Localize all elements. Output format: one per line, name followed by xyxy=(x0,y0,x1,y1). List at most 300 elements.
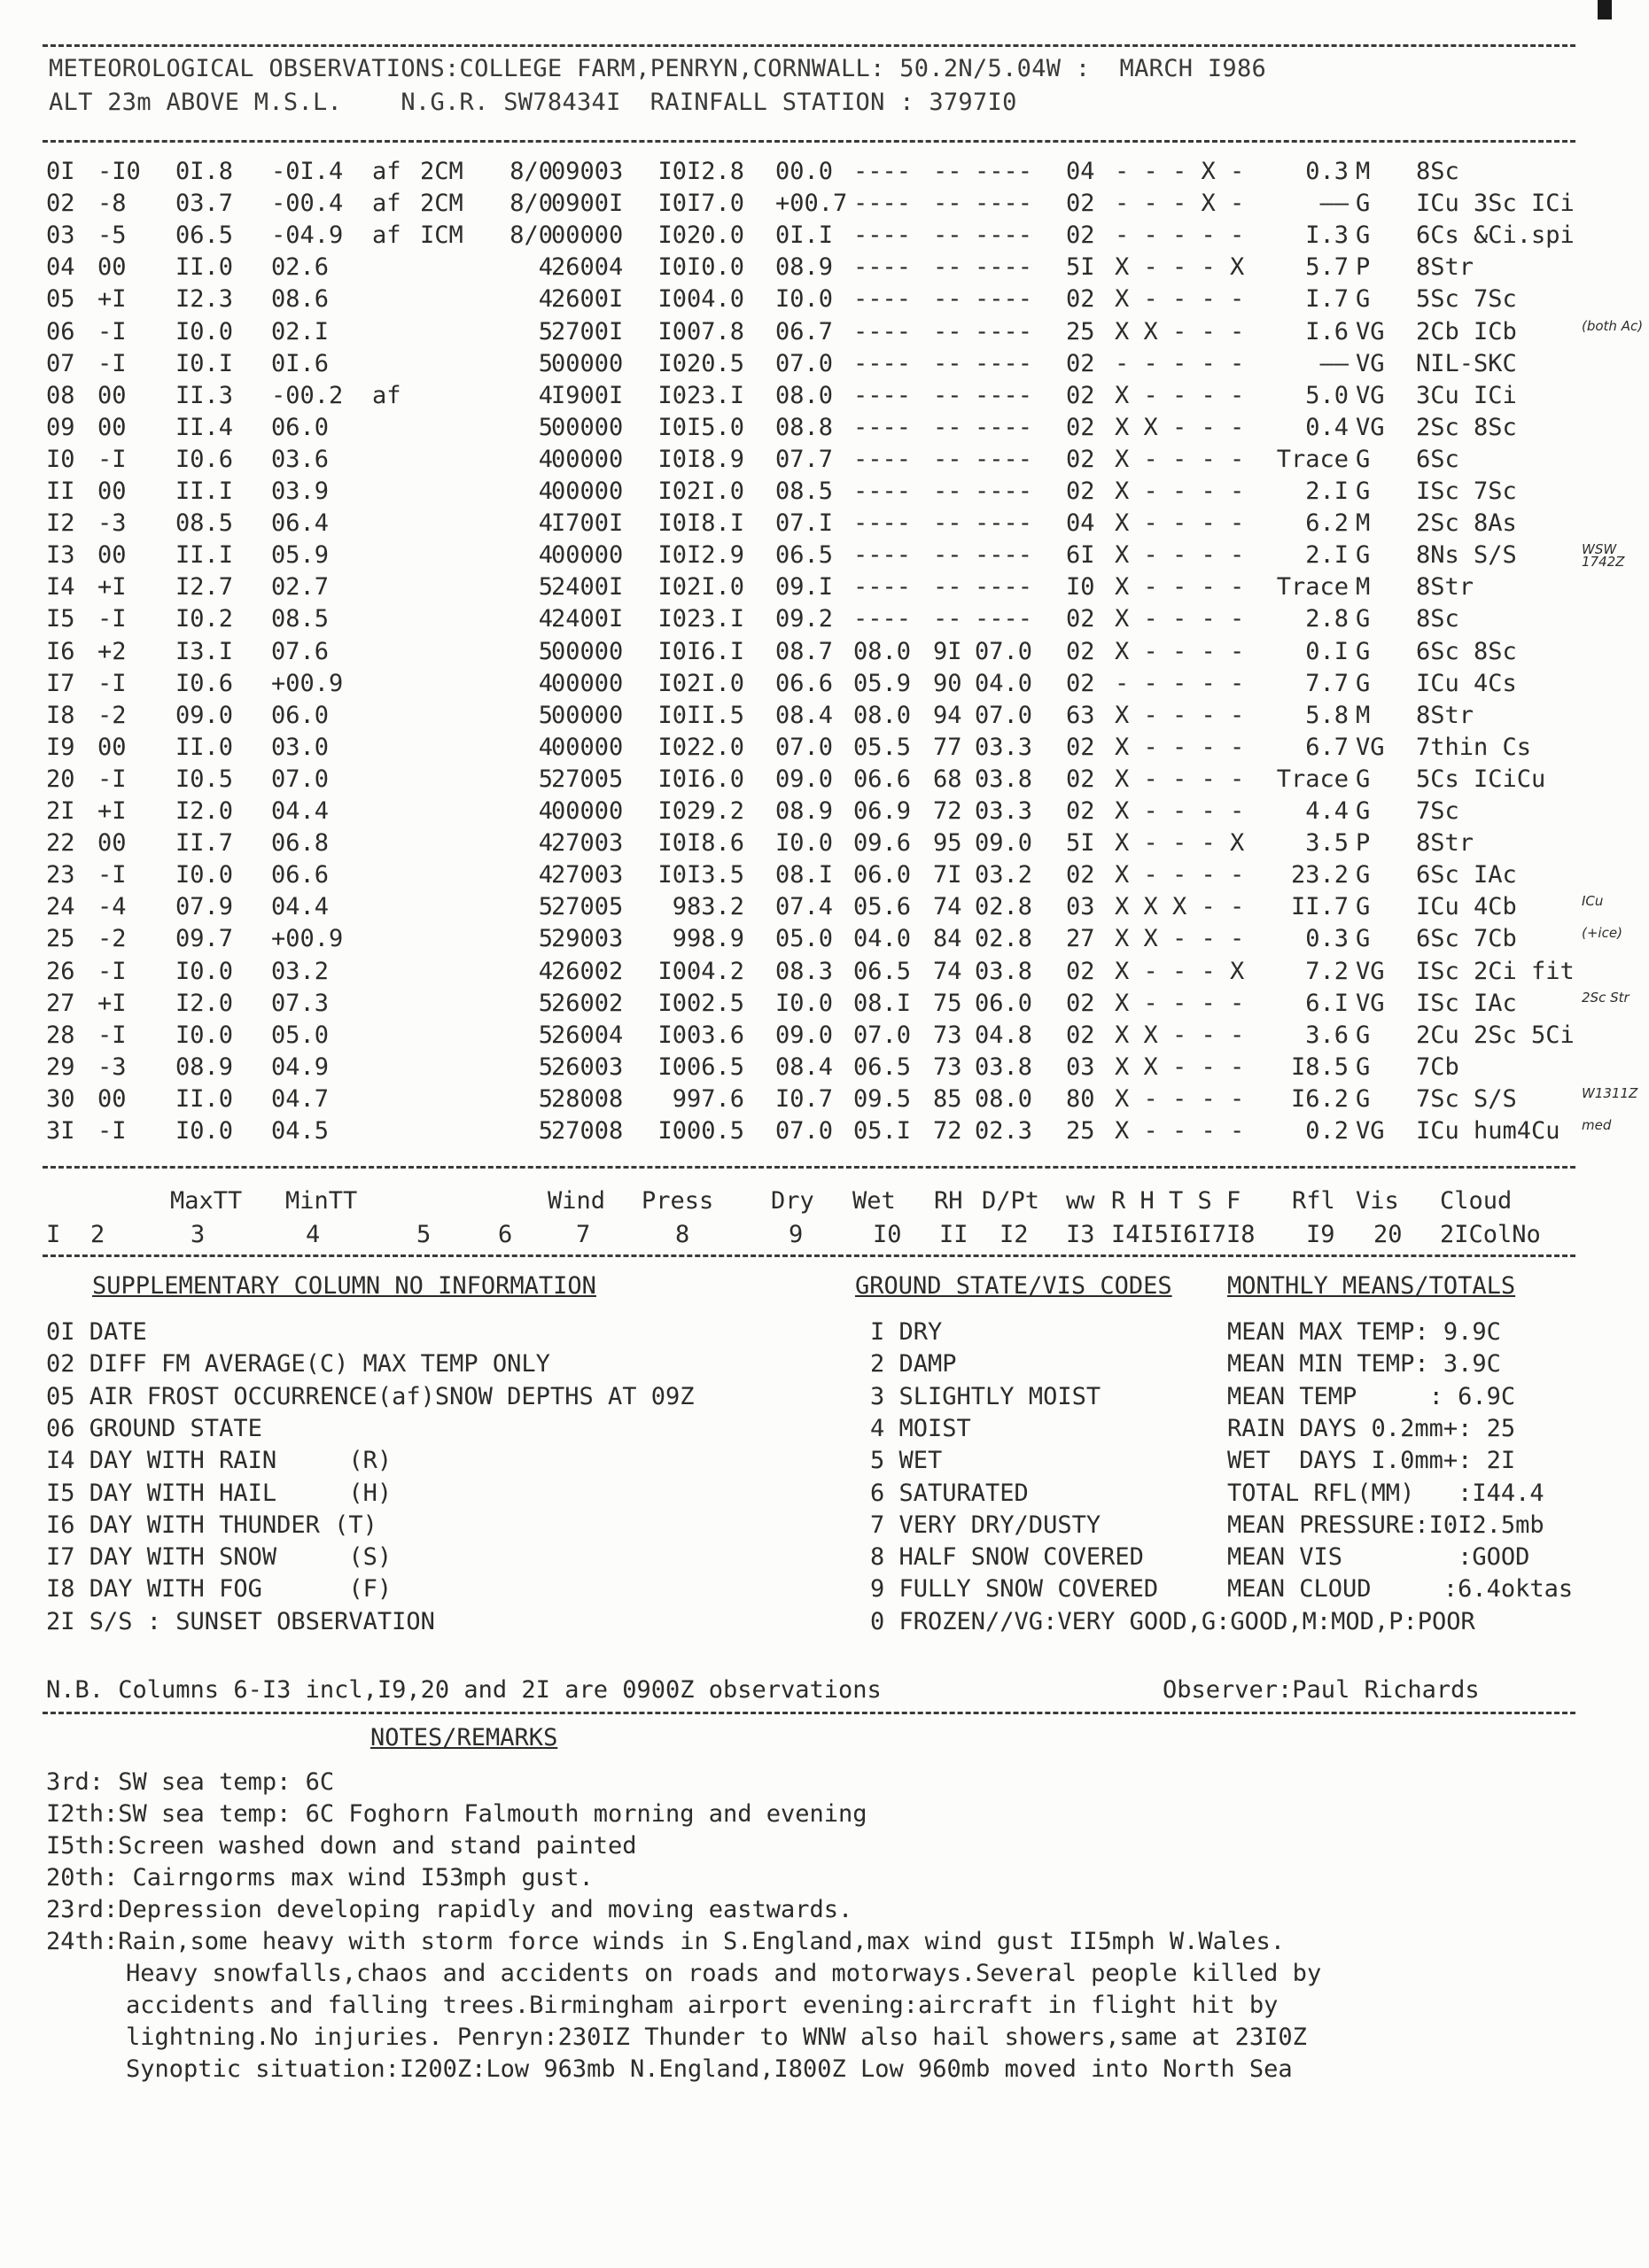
visibility-cell: G xyxy=(1356,925,1371,953)
rainfall-cell: 5.7 xyxy=(1305,253,1349,282)
min-temp-cell: 07.0 xyxy=(271,765,330,793)
ground-state-cell: 8/0 xyxy=(509,190,553,218)
day-flags-cell: X - - - X xyxy=(1115,253,1245,282)
weather-code-cell: 04 xyxy=(1066,509,1095,538)
air-frost-cell: af xyxy=(372,381,401,409)
diff-from-average-cell: +I xyxy=(97,797,127,825)
wind-cell: 27005 xyxy=(551,893,624,921)
max-temp-cell: 08.9 xyxy=(175,1052,234,1081)
col-label-wind: Wind xyxy=(548,1187,606,1215)
wet-bulb-cell: 05.I xyxy=(853,1117,912,1145)
weather-code-cell: 02 xyxy=(1066,797,1095,825)
dry-bulb-cell: 08.9 xyxy=(775,253,834,282)
weather-code-cell: 5I xyxy=(1066,253,1095,282)
rel-humidity-cell: 7I xyxy=(933,861,962,889)
wet-bulb-cell: ---- xyxy=(853,317,912,346)
visibility-cell: G xyxy=(1356,797,1371,825)
wind-cell: 27003 xyxy=(551,829,624,858)
rainfall-cell: I8.5 xyxy=(1290,1052,1349,1081)
max-temp-cell: II.I xyxy=(175,478,234,505)
day-flags-cell: X - - - - xyxy=(1115,541,1245,570)
cloud-cell: 8Str xyxy=(1416,701,1474,729)
weather-code-cell: 02 xyxy=(1066,637,1095,665)
wet-bulb-cell: 09.5 xyxy=(853,1084,912,1113)
day-flags-cell: X - - - - xyxy=(1115,445,1245,473)
max-temp-cell: II.0 xyxy=(175,733,234,761)
table-row xyxy=(0,540,1649,571)
pressure-cell: I020.5 xyxy=(657,349,744,377)
wet-bulb-cell: ---- xyxy=(853,478,912,505)
cloud-cell: 7Cb xyxy=(1416,1052,1459,1081)
min-temp-cell: 06.0 xyxy=(271,701,330,729)
diff-from-average-cell: -2 xyxy=(97,925,127,953)
date-cell: 07 xyxy=(46,349,75,377)
rainfall-cell: 0.3 xyxy=(1305,925,1349,953)
ground-state-cell: 5 xyxy=(538,349,553,377)
max-temp-cell: 03.7 xyxy=(175,190,234,218)
rel-humidity-cell: 9I xyxy=(933,637,962,665)
cloud-cell: ISc 7Sc xyxy=(1416,478,1517,505)
pressure-cell: I0I2.9 xyxy=(657,541,744,570)
min-temp-cell: 07.6 xyxy=(271,637,330,665)
dew-point-cell: 02.3 xyxy=(975,1117,1033,1145)
wind-cell: 00000 xyxy=(551,701,624,729)
visibility-cell: G xyxy=(1356,1052,1371,1081)
col-number-2: 2 xyxy=(90,1221,105,1248)
pressure-cell: I0II.5 xyxy=(657,701,744,729)
weather-code-cell: 02 xyxy=(1066,285,1095,314)
pressure-cell: I002.5 xyxy=(657,989,744,1017)
list-item: TOTAL RFL(MM) :I44.4 xyxy=(1227,1479,1544,1507)
dry-bulb-cell: I0.0 xyxy=(775,285,834,314)
day-flags-cell: X - - - - xyxy=(1115,989,1245,1017)
header-subtitle: ALT 23m ABOVE M.S.L. N.G.R. SW78434I RAINFALL STATION : 3797I0 xyxy=(49,89,1017,116)
col-number-1: I xyxy=(46,1221,61,1248)
date-cell: I5 xyxy=(46,605,75,633)
diff-from-average-cell: -I xyxy=(97,445,127,473)
remark-line: 20th: Cairngorms max wind I53mph gust. xyxy=(46,1864,594,1891)
wet-bulb-cell: 06.5 xyxy=(853,957,912,985)
max-temp-cell: II.0 xyxy=(175,1084,234,1113)
visibility-cell: G xyxy=(1356,1084,1371,1113)
wind-cell: 0900I xyxy=(551,190,624,218)
rel-humidity-cell: 72 xyxy=(933,797,962,825)
rainfall-cell: 4.4 xyxy=(1305,797,1349,825)
nb-note: N.B. Columns 6-I3 incl,I9,20 and 2I are 0900Z observations xyxy=(46,1676,882,1704)
day-flags-cell: X X - - - xyxy=(1115,925,1245,953)
notes-title: NOTES/REMARKS xyxy=(370,1724,558,1751)
wind-cell: 00000 xyxy=(551,413,624,441)
day-flags-cell: X - - - - xyxy=(1115,573,1245,602)
pressure-cell: I02I.0 xyxy=(657,573,744,602)
day-flags-cell: X X - - - xyxy=(1115,317,1245,346)
dew-point-cell: 04.0 xyxy=(975,669,1033,697)
date-cell: 03 xyxy=(46,221,75,250)
cloud-cell: 7Sc xyxy=(1416,797,1459,825)
list-item: I DRY xyxy=(870,1318,943,1346)
weather-code-cell: 27 xyxy=(1066,925,1095,953)
diff-from-average-cell: +I xyxy=(97,573,127,602)
diff-from-average-cell: -3 xyxy=(97,509,127,538)
day-flags-cell: X - - - - xyxy=(1115,765,1245,793)
diff-from-average-cell: 00 xyxy=(97,1084,127,1113)
visibility-cell: G xyxy=(1356,285,1371,314)
dew-point-cell: ---- xyxy=(975,413,1033,441)
ground-state-cell: 5 xyxy=(538,317,553,346)
cloud-cell: 5Sc 7Sc xyxy=(1416,285,1517,314)
wet-bulb-cell: 06.5 xyxy=(853,1052,912,1081)
day-flags-cell: X - - - - xyxy=(1115,733,1245,761)
remark-continuation-line: lightning.No injuries. Penryn:230IZ Thunder to WNW also hail showers,same at 23I0Z xyxy=(126,2023,1307,2051)
list-item: RAIN DAYS 0.2mm+: 25 xyxy=(1227,1414,1516,1442)
margin-note-cell: (both Ac) xyxy=(1582,317,1644,334)
table-row xyxy=(0,764,1649,796)
rel-humidity-cell: 95 xyxy=(933,829,962,858)
list-item: MEAN MIN TEMP: 3.9C xyxy=(1227,1350,1501,1379)
table-bottom-rule xyxy=(43,1166,1575,1169)
date-cell: 29 xyxy=(46,1052,75,1081)
pressure-cell: 997.6 xyxy=(672,1084,744,1113)
table-row xyxy=(0,923,1649,955)
rainfall-cell: I6.2 xyxy=(1290,1084,1349,1113)
diff-from-average-cell: 00 xyxy=(97,413,127,441)
col-label-rhtsf: R H T S F xyxy=(1111,1187,1241,1215)
rel-humidity-cell: 74 xyxy=(933,893,962,921)
list-item: MEAN MAX TEMP: 9.9C xyxy=(1227,1318,1501,1346)
dew-point-cell: 07.0 xyxy=(975,637,1033,665)
cloud-cell: ICu hum4Cu xyxy=(1416,1117,1560,1145)
rel-humidity-cell: 85 xyxy=(933,1084,962,1113)
table-row xyxy=(0,156,1649,188)
wet-bulb-cell: ---- xyxy=(853,573,912,602)
diff-from-average-cell: -8 xyxy=(97,190,127,218)
wind-cell: 00000 xyxy=(551,797,624,825)
table-row xyxy=(0,956,1649,988)
min-temp-cell: 06.8 xyxy=(271,829,330,858)
dry-bulb-cell: 09.0 xyxy=(775,765,834,793)
diff-from-average-cell: 00 xyxy=(97,733,127,761)
date-cell: 08 xyxy=(46,381,75,409)
diff-from-average-cell: -4 xyxy=(97,893,127,921)
table-row xyxy=(0,668,1649,700)
rainfall-cell: 3.5 xyxy=(1305,829,1349,858)
wet-bulb-cell: ---- xyxy=(853,253,912,282)
max-temp-cell: 09.0 xyxy=(175,701,234,729)
cloud-cell: ICu 4Cs xyxy=(1416,669,1517,697)
dry-bulb-cell: 08.0 xyxy=(775,381,834,409)
day-flags-cell: - - - X - xyxy=(1115,158,1245,185)
ground-state-title: GROUND STATE/VIS CODES xyxy=(855,1272,1172,1300)
date-cell: 27 xyxy=(46,989,75,1017)
diff-from-average-cell: -I xyxy=(97,1021,127,1049)
day-flags-cell: X - - - - xyxy=(1115,381,1245,409)
max-temp-cell: I2.7 xyxy=(175,573,234,602)
max-temp-cell: II.0 xyxy=(175,253,234,282)
weather-code-cell: 63 xyxy=(1066,701,1095,729)
dry-bulb-cell: 09.I xyxy=(775,573,834,602)
rainfall-cell: 2.I xyxy=(1305,541,1349,570)
col-number-14-18: I4I5I6I7I8 xyxy=(1111,1221,1256,1248)
weather-code-cell: 25 xyxy=(1066,317,1095,346)
pressure-cell: I004.0 xyxy=(657,285,744,314)
list-item: WET DAYS I.0mm+: 2I xyxy=(1227,1447,1516,1475)
rel-humidity-cell: -- xyxy=(933,445,962,473)
table-row xyxy=(0,1084,1649,1115)
day-flags-cell: X X - - - xyxy=(1115,1021,1245,1049)
weather-code-cell: 02 xyxy=(1066,478,1095,505)
visibility-cell: G xyxy=(1356,765,1371,793)
weather-code-cell: 02 xyxy=(1066,445,1095,473)
pressure-cell: I02I.0 xyxy=(657,478,744,505)
wind-cell: 00000 xyxy=(551,445,624,473)
min-temp-cell: -00.2 xyxy=(271,381,344,409)
wet-bulb-cell: 08.I xyxy=(853,989,912,1017)
pressure-cell: I0I5.0 xyxy=(657,413,744,441)
day-flags-cell: X - - - - xyxy=(1115,797,1245,825)
wet-bulb-cell: 05.5 xyxy=(853,733,912,761)
dry-bulb-cell: 08.I xyxy=(775,861,834,889)
max-temp-cell: I0.0 xyxy=(175,861,234,889)
ground-state-cell: 5 xyxy=(538,573,553,602)
list-item: I4 DAY WITH RAIN (R) xyxy=(46,1447,393,1475)
supplementary-title: SUPPLEMENTARY COLUMN NO INFORMATION xyxy=(92,1272,596,1300)
rainfall-cell: 5.8 xyxy=(1305,701,1349,729)
max-temp-cell: II.3 xyxy=(175,381,234,409)
weather-code-cell: 02 xyxy=(1066,861,1095,889)
dew-point-cell: ---- xyxy=(975,381,1033,409)
rainfall-cell: Trace xyxy=(1276,573,1349,602)
min-temp-cell: 06.4 xyxy=(271,509,330,538)
max-temp-cell: I2.3 xyxy=(175,285,234,314)
day-flags-cell: X X - - - xyxy=(1115,413,1245,441)
day-flags-cell: - - - X - xyxy=(1115,190,1245,218)
min-temp-cell: 03.9 xyxy=(271,478,330,505)
dry-bulb-cell: 08.4 xyxy=(775,1052,834,1081)
weather-code-cell: 02 xyxy=(1066,1021,1095,1049)
col-label-rh: RH xyxy=(934,1187,963,1215)
col-label-dpt: D/Pt xyxy=(982,1187,1040,1215)
rainfall-cell: I.7 xyxy=(1305,285,1349,314)
rel-humidity-cell: 73 xyxy=(933,1021,962,1049)
wind-cell: 00000 xyxy=(551,541,624,570)
table-row xyxy=(0,571,1649,603)
visibility-cell: VG xyxy=(1356,349,1385,377)
list-item: I5 DAY WITH HAIL (H) xyxy=(46,1479,393,1507)
air-frost-cell: af xyxy=(372,221,401,250)
visibility-cell: VG xyxy=(1356,381,1385,409)
date-cell: I6 xyxy=(46,637,75,665)
rel-humidity-cell: -- xyxy=(933,478,962,505)
pressure-cell: I000.5 xyxy=(657,1117,744,1145)
wet-bulb-cell: ---- xyxy=(853,541,912,570)
day-flags-cell: X X X - - xyxy=(1115,893,1245,921)
cloud-cell: 6Sc 8Sc xyxy=(1416,637,1517,665)
rainfall-cell: 7.2 xyxy=(1305,957,1349,985)
rel-humidity-cell: -- xyxy=(933,349,962,377)
rel-humidity-cell: 73 xyxy=(933,1052,962,1081)
rainfall-cell: 0.4 xyxy=(1305,413,1349,441)
rainfall-cell: 2.I xyxy=(1305,478,1349,505)
visibility-cell: G xyxy=(1356,541,1371,570)
wind-cell: 00000 xyxy=(551,349,624,377)
diff-from-average-cell: -I xyxy=(97,1117,127,1145)
diff-from-average-cell: -2 xyxy=(97,701,127,729)
rainfall-cell: 6.I xyxy=(1305,989,1349,1017)
list-item: 6 SATURATED xyxy=(870,1479,1029,1507)
rainfall-cell: II.7 xyxy=(1290,893,1349,921)
dry-bulb-cell: +00.7 xyxy=(775,190,848,218)
list-item: 8 HALF SNOW COVERED xyxy=(870,1543,1144,1572)
list-item: 4 MOIST xyxy=(870,1414,971,1442)
date-cell: 05 xyxy=(46,285,75,314)
ground-state-cell: 5 xyxy=(538,1021,553,1049)
rel-humidity-cell: 77 xyxy=(933,733,962,761)
snow-depth-cell: ICM xyxy=(420,221,463,250)
wet-bulb-cell: 05.6 xyxy=(853,893,912,921)
max-temp-cell: I0.0 xyxy=(175,317,234,346)
table-row xyxy=(0,444,1649,476)
cloud-cell: 8Str xyxy=(1416,573,1474,602)
remark-line: 24th:Rain,some heavy with storm force winds in S.England,max wind gust II5mph W.Wales. xyxy=(46,1928,1285,1955)
col-number-6: 6 xyxy=(498,1221,513,1248)
wind-cell: 26004 xyxy=(551,253,624,282)
visibility-cell: P xyxy=(1356,253,1371,282)
rel-humidity-cell: 90 xyxy=(933,669,962,697)
col-number-12: I2 xyxy=(1000,1221,1029,1248)
col-number-7: 7 xyxy=(576,1221,591,1248)
wind-cell: 00000 xyxy=(551,478,624,505)
ground-state-cell: 4 xyxy=(538,541,553,570)
wet-bulb-cell: ---- xyxy=(853,509,912,538)
pressure-cell: I006.5 xyxy=(657,1052,744,1081)
wind-cell: 09003 xyxy=(551,158,624,185)
wind-cell: 2400I xyxy=(551,573,624,602)
dry-bulb-cell: 08.7 xyxy=(775,637,834,665)
pressure-cell: I022.0 xyxy=(657,733,744,761)
rainfall-cell: 3.6 xyxy=(1305,1021,1349,1049)
wind-cell: 26002 xyxy=(551,957,624,985)
diff-from-average-cell: 00 xyxy=(97,253,127,282)
visibility-cell: G xyxy=(1356,861,1371,889)
wind-cell: 2400I xyxy=(551,605,624,633)
rainfall-cell: 7.7 xyxy=(1305,669,1349,697)
max-temp-cell: 07.9 xyxy=(175,893,234,921)
date-cell: 23 xyxy=(46,861,75,889)
diff-from-average-cell: -I0 xyxy=(97,158,141,185)
wind-cell: 00000 xyxy=(551,669,624,697)
dry-bulb-cell: 06.7 xyxy=(775,317,834,346)
visibility-cell: G xyxy=(1356,478,1371,505)
day-flags-cell: X - - - X xyxy=(1115,957,1245,985)
date-cell: II xyxy=(46,478,75,505)
dry-bulb-cell: 07.I xyxy=(775,509,834,538)
wind-cell: 00000 xyxy=(551,221,624,250)
min-temp-cell: -04.9 xyxy=(271,221,344,250)
pressure-cell: I007.8 xyxy=(657,317,744,346)
max-temp-cell: I0.5 xyxy=(175,765,234,793)
ground-state-cell: 5 xyxy=(538,1052,553,1081)
table-row xyxy=(0,859,1649,891)
remark-continuation-line: Heavy snowfalls,chaos and accidents on roads and motorways.Several people killed by xyxy=(126,1960,1322,1987)
day-flags-cell: X - - - - xyxy=(1115,1084,1245,1113)
cloud-cell: 6Sc IAc xyxy=(1416,861,1517,889)
ground-state-cell: 4 xyxy=(538,669,553,697)
cloud-cell: 2Cb ICb xyxy=(1416,317,1517,346)
wet-bulb-cell: 08.0 xyxy=(853,701,912,729)
col-label-min: MinTT xyxy=(285,1187,358,1215)
rel-humidity-cell: -- xyxy=(933,221,962,250)
cloud-cell: 6Sc xyxy=(1416,445,1459,473)
weather-code-cell: 02 xyxy=(1066,989,1095,1017)
rainfall-cell: 2.8 xyxy=(1305,605,1349,633)
dry-bulb-cell: 06.6 xyxy=(775,669,834,697)
min-temp-cell: -00.4 xyxy=(271,190,344,218)
weather-code-cell: 03 xyxy=(1066,1052,1095,1081)
cloud-cell: 6Cs &Ci.spi xyxy=(1416,221,1575,250)
col-number-11: II xyxy=(939,1221,968,1248)
col-label-rfl: Rfl xyxy=(1292,1187,1335,1215)
wind-cell: 26002 xyxy=(551,989,624,1017)
pressure-cell: I023.I xyxy=(657,381,744,409)
dew-point-cell: ---- xyxy=(975,253,1033,282)
remark-continuation-line: accidents and falling trees.Birmingham airport evening:aircraft in flight hit by xyxy=(126,1992,1279,2019)
wind-cell: I900I xyxy=(551,381,624,409)
col-number-10: I0 xyxy=(873,1221,902,1248)
list-item: 2 DAMP xyxy=(870,1350,957,1379)
columns-rule xyxy=(43,1254,1575,1257)
observer: Observer:Paul Richards xyxy=(1163,1676,1480,1704)
visibility-cell: G xyxy=(1356,893,1371,921)
diff-from-average-cell: 00 xyxy=(97,541,127,570)
pressure-cell: I020.0 xyxy=(657,221,744,250)
rainfall-cell: 0.I xyxy=(1305,637,1349,665)
date-cell: I2 xyxy=(46,509,75,538)
diff-from-average-cell: -I xyxy=(97,349,127,377)
max-temp-cell: I0.6 xyxy=(175,445,234,473)
min-temp-cell: 07.3 xyxy=(271,989,330,1017)
day-flags-cell: - - - - - xyxy=(1115,221,1245,250)
dew-point-cell: 02.8 xyxy=(975,893,1033,921)
rel-humidity-cell: -- xyxy=(933,573,962,602)
date-cell: 0I xyxy=(46,158,75,185)
wet-bulb-cell: 06.9 xyxy=(853,797,912,825)
ground-state-cell: 4 xyxy=(538,733,553,761)
table-row xyxy=(0,796,1649,827)
cloud-cell: 7Sc S/S xyxy=(1416,1084,1517,1113)
pressure-cell: I029.2 xyxy=(657,797,744,825)
day-flags-cell: X X - - - xyxy=(1115,1052,1245,1081)
wind-cell: 2700I xyxy=(551,317,624,346)
dew-point-cell: 06.0 xyxy=(975,989,1033,1017)
day-flags-cell: X - - - - xyxy=(1115,605,1245,633)
dry-bulb-cell: 08.8 xyxy=(775,413,834,441)
date-cell: 04 xyxy=(46,253,75,282)
corner-mark xyxy=(1598,0,1612,19)
ground-state-cell: 5 xyxy=(538,893,553,921)
min-temp-cell: +00.9 xyxy=(271,669,344,697)
date-cell: 25 xyxy=(46,925,75,953)
rainfall-cell: 6.7 xyxy=(1305,733,1349,761)
wind-cell: 00000 xyxy=(551,733,624,761)
pressure-cell: I0I8.I xyxy=(657,509,744,538)
pressure-cell: I004.2 xyxy=(657,957,744,985)
list-item: I7 DAY WITH SNOW (S) xyxy=(46,1543,393,1572)
min-temp-cell: 02.6 xyxy=(271,253,330,282)
min-temp-cell: 0I.6 xyxy=(271,349,330,377)
dew-point-cell: 08.0 xyxy=(975,1084,1033,1113)
visibility-cell: M xyxy=(1356,573,1371,602)
dry-bulb-cell: 07.7 xyxy=(775,445,834,473)
